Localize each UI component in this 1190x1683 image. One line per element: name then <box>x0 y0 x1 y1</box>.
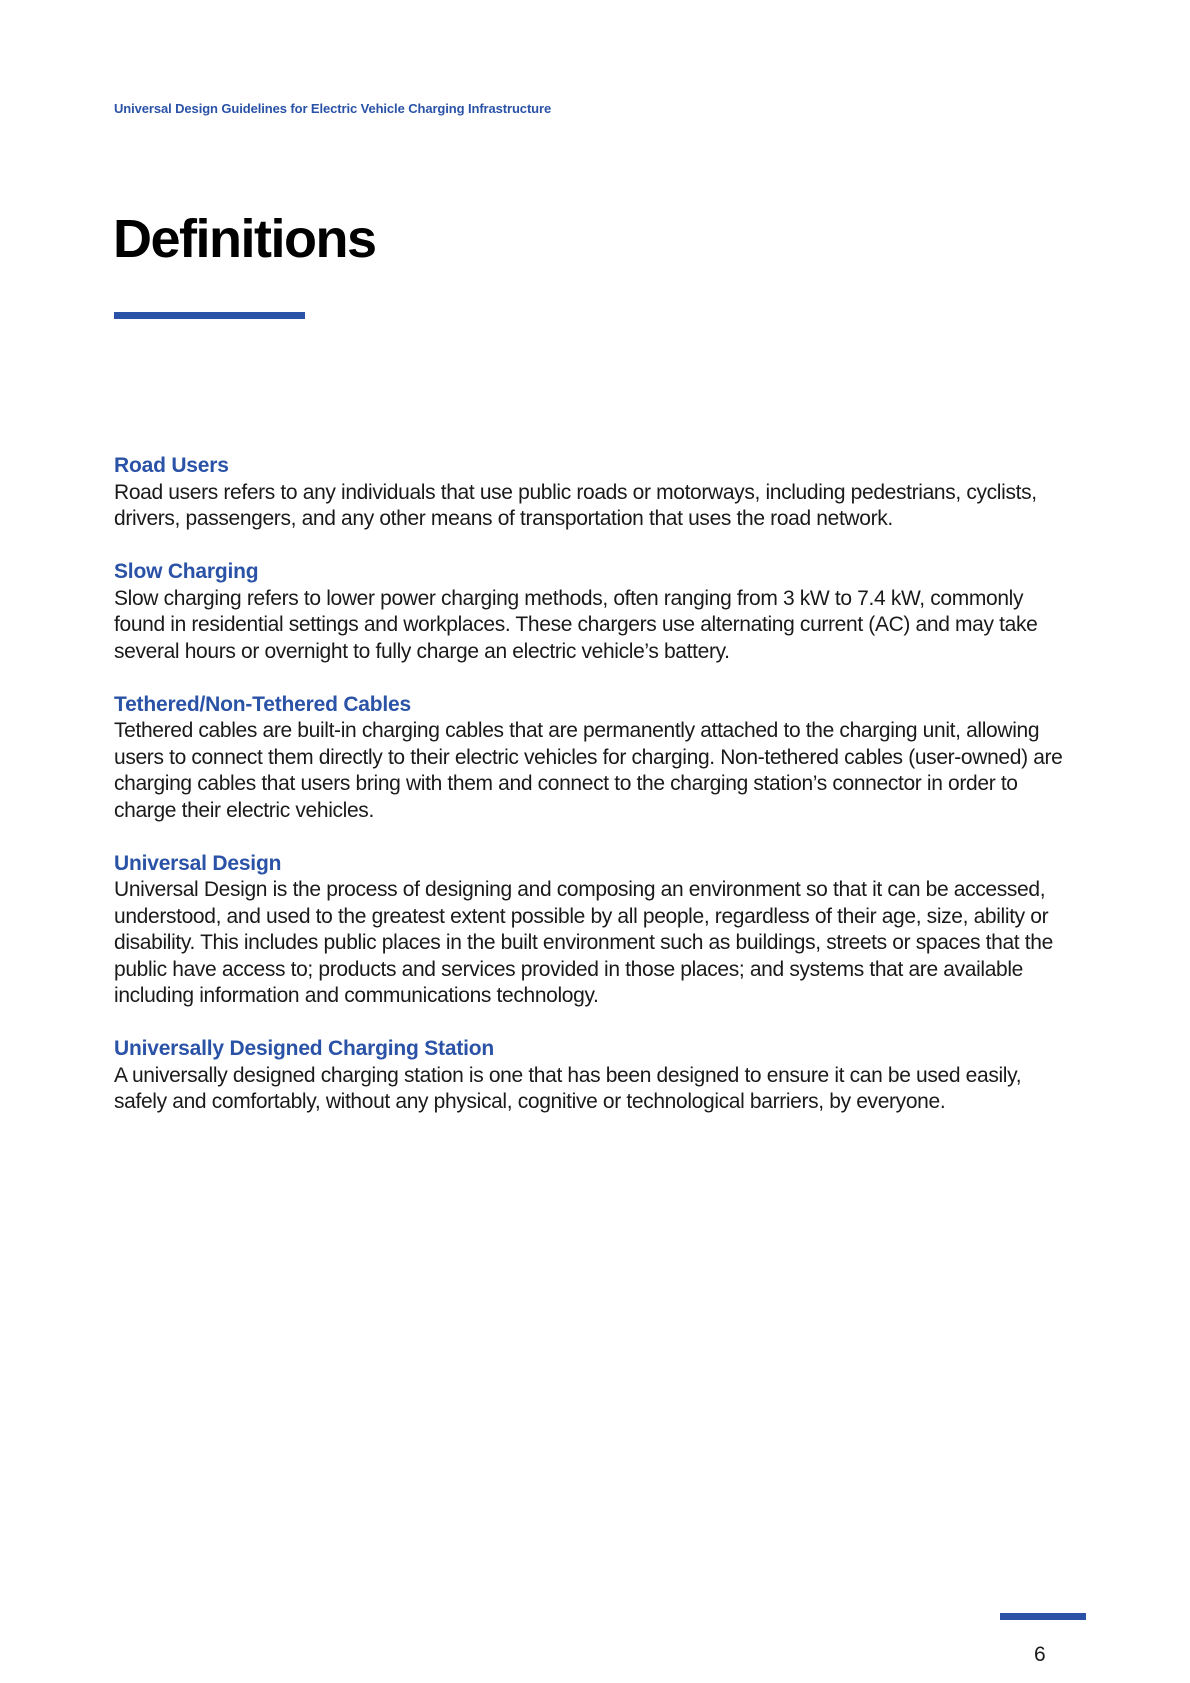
definition-item <box>114 851 1074 1010</box>
definition-term: Slow Charging <box>114 560 259 583</box>
definition-description: Slow charging refers to lower power charging methods, often ranging from 3 kW to 7.4 kW, commonly found in residential settings and workplaces. These chargers use alternating current (AC) and may take several hours or overnight to fully charge an electric vehicle’s battery. <box>114 586 1038 663</box>
footer-rule <box>1000 1613 1086 1620</box>
definition-description: Road users refers to any individuals that use public roads or motorways, including pedestrians, cyclists, drivers, passengers, and any other means of transportation that uses the road network. <box>114 480 1037 530</box>
definition-term: Tethered/Non-Tethered Cables <box>114 692 412 716</box>
definition-item <box>114 1036 1074 1116</box>
running-header: Universal Design Guidelines for Electric Vehicle Charging Infrastructure <box>114 101 552 116</box>
definition-term: Road Users <box>114 454 229 477</box>
definition-item <box>114 559 1074 665</box>
definition-description: Tethered cables are built-in charging cables that are permanently attached to the charging unit, allowing users to connect them directly to their electric vehicles for charging. Non-tethered cables (user-owned) are charging cables that users bring with them and connect to the charging station’s connector in order to charge their electric vehicles. <box>114 719 1063 822</box>
page-number: 6 <box>1034 1643 1046 1666</box>
definition-term: Universally Designed Charging Station <box>114 1037 495 1060</box>
definition-description: A universally designed charging station is one that has been designed to ensure it can be used easily, safely and comfortably, without any physical, cognitive or technological barriers, by everyone. <box>114 1063 1022 1113</box>
definition-item <box>114 692 1074 825</box>
definition-item <box>114 453 1074 533</box>
definition-description: Universal Design is the process of designing and composing an environment so that it can be accessed, understood, and used to the greatest extent possible by all people, regardless of their age, size, ability or disability. This includes public places in the built environment such as buildings, streets or spaces that the public have access to; products and services provided in those places; and systems that are available including information and communications technology. <box>114 878 1053 1007</box>
definition-term: Universal Design <box>114 851 282 875</box>
title-underline <box>114 312 305 319</box>
page-title: Definitions <box>113 209 376 269</box>
definitions-list <box>114 453 1074 1142</box>
